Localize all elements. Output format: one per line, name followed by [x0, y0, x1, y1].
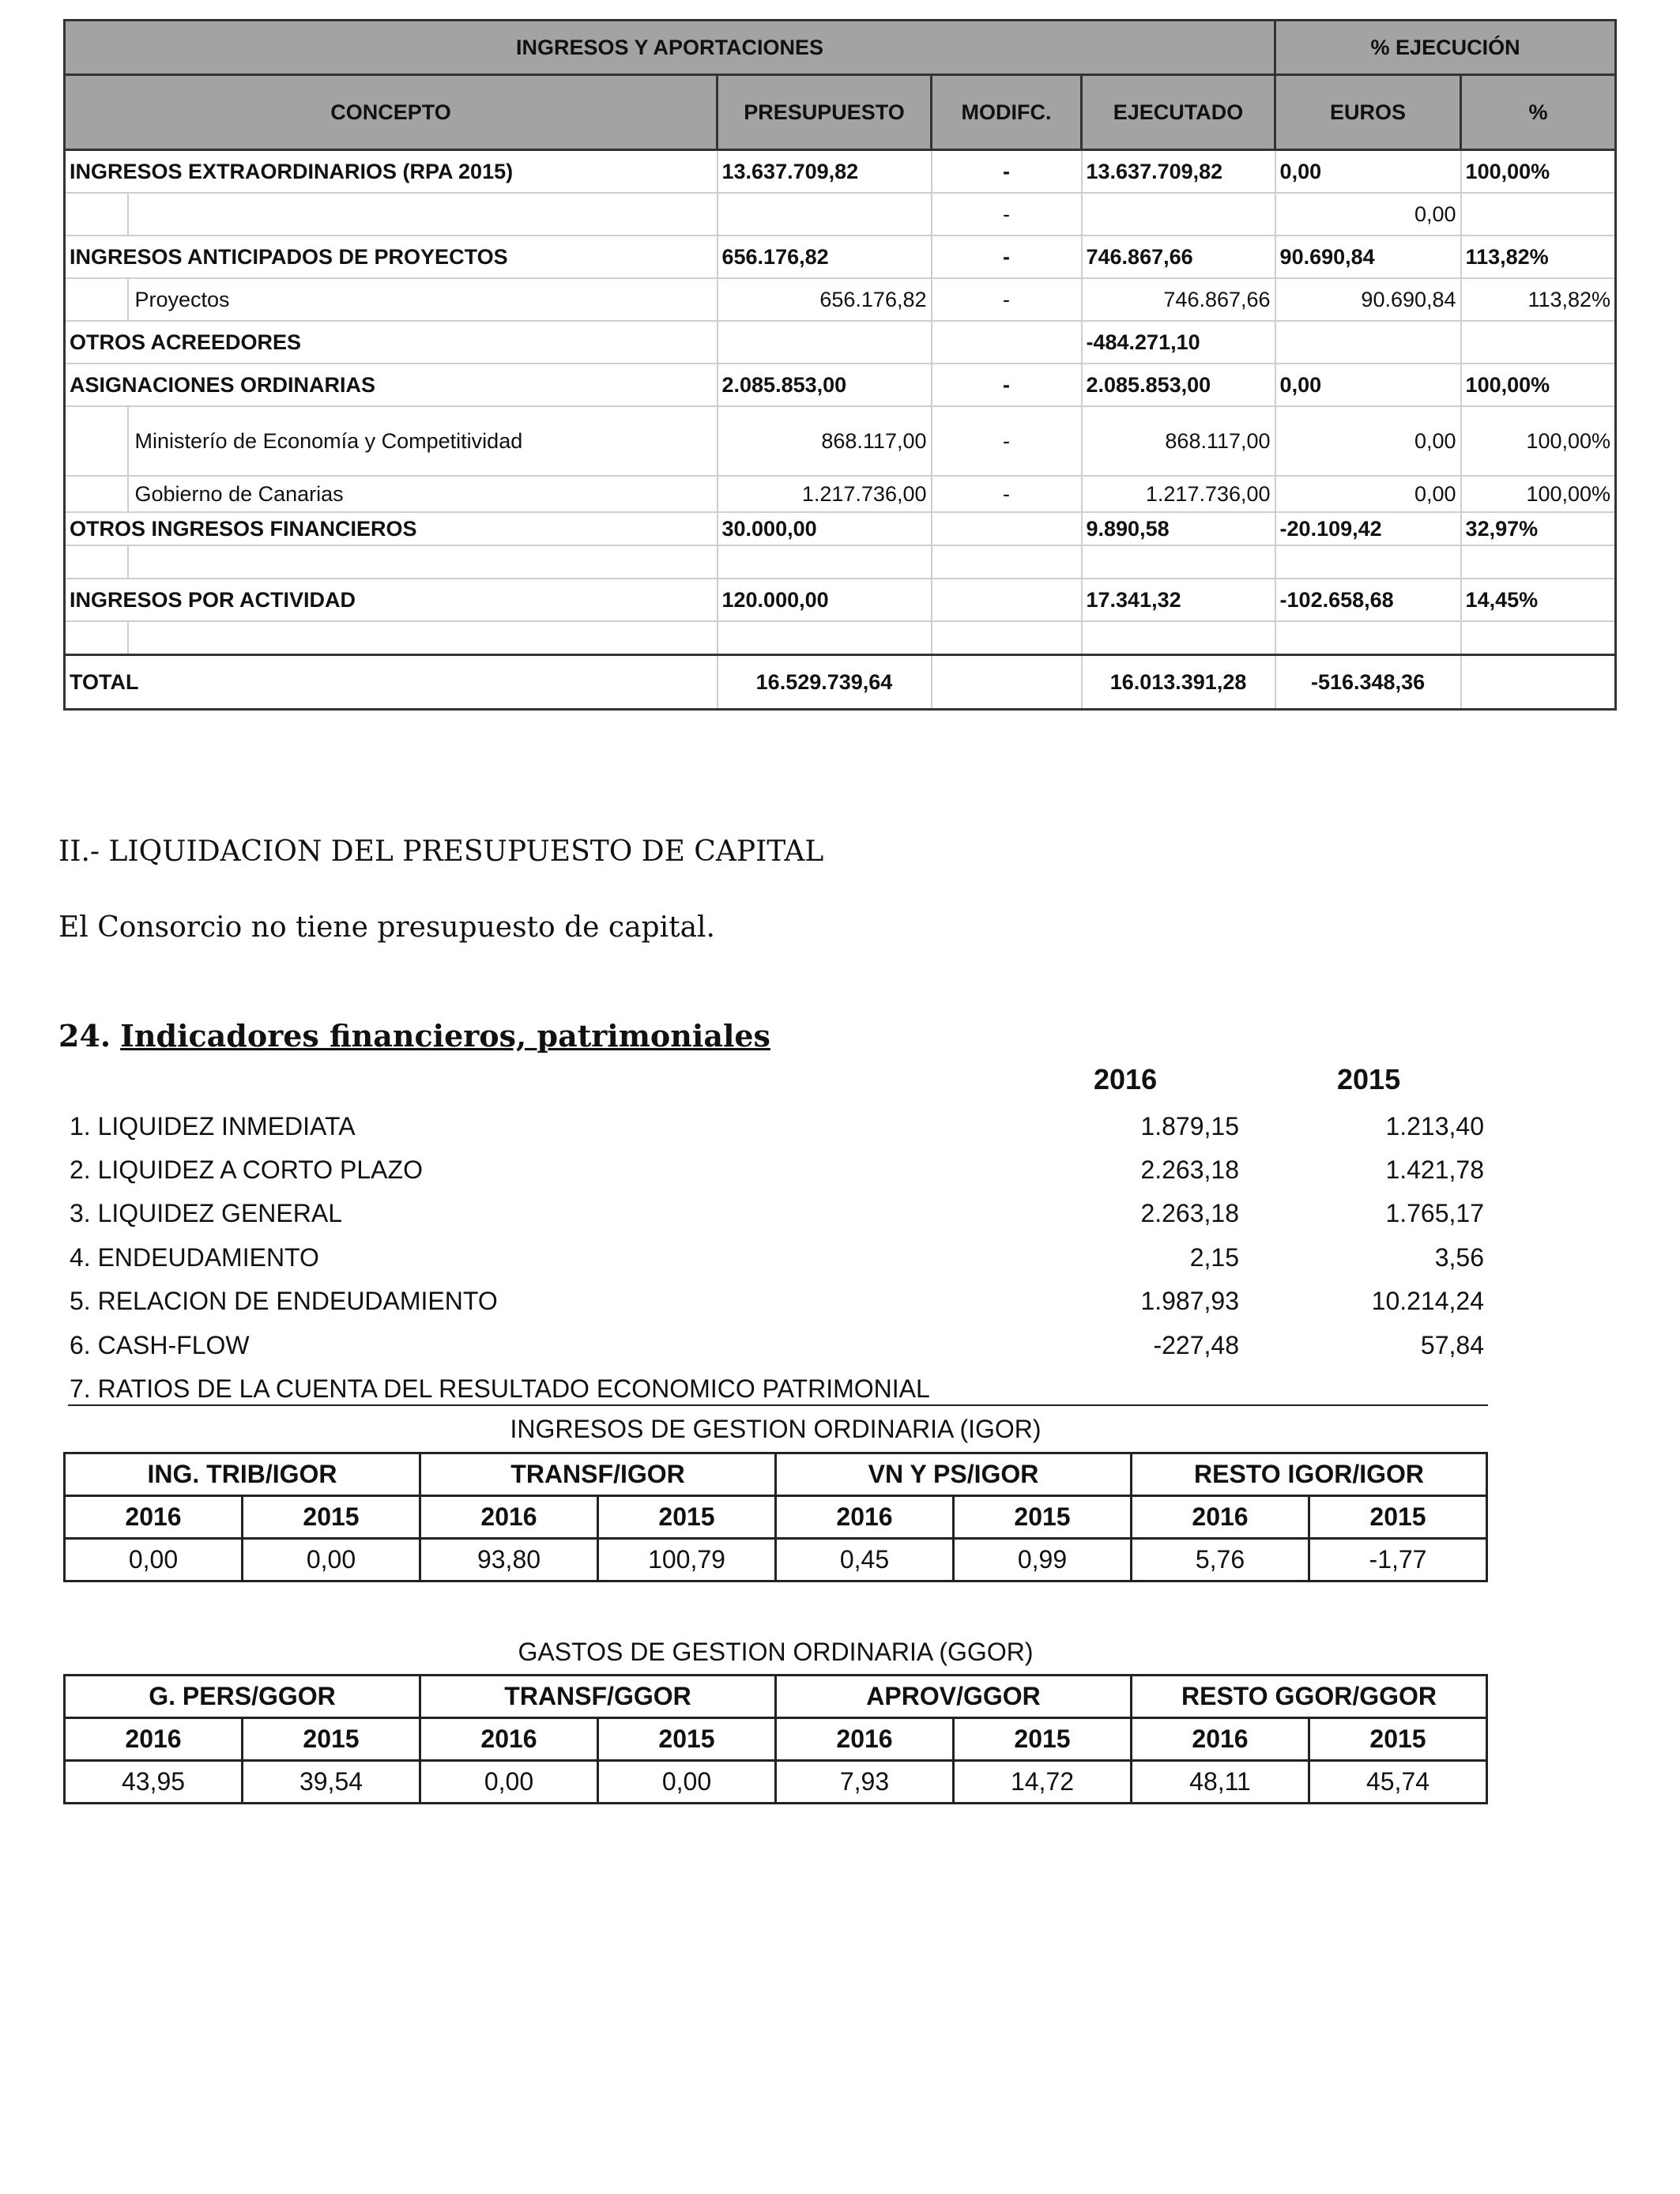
indicator-label: 7. RATIOS DE LA CUENTA DEL RESULTADO ECONOMICO PATRIMONIAL [70, 1374, 930, 1403]
table-row [65, 236, 1616, 278]
year-cell: 2016 [420, 1718, 598, 1761]
ggor-group-header: APROV/GGOR [776, 1676, 1132, 1718]
igor-group-header: ING. TRIB/IGOR [65, 1453, 420, 1496]
cell-empty [128, 545, 718, 579]
section-heading-capital: II.- LIQUIDACION DEL PRESUPUESTO DE CAPITAL [58, 835, 824, 868]
indicator-row [70, 1374, 1484, 1417]
cell-concepto: ASIGNACIONES ORDINARIAS [65, 364, 718, 406]
table-total-row [65, 655, 1616, 710]
cell-empty [1461, 621, 1616, 655]
value-cell: 43,95 [65, 1761, 243, 1804]
value-cell: 48,11 [1132, 1761, 1309, 1804]
cell-concepto: OTROS INGRESOS FINANCIEROS [65, 512, 718, 545]
cell-indent [65, 406, 128, 476]
indicator-label: 6. CASH-FLOW [70, 1331, 250, 1359]
table-row [65, 321, 1616, 364]
col-concepto: CONCEPTO [65, 75, 718, 150]
divider-line [68, 1404, 1488, 1406]
cell-presupuesto: 868.117,00 [718, 406, 932, 476]
igor-group-header-row [65, 1453, 1487, 1496]
year-header-2016: 2016 [1094, 1063, 1158, 1095]
year-cell: 2015 [954, 1496, 1132, 1539]
cell-concepto: Proyectos [128, 278, 718, 321]
year-cell: 2015 [954, 1718, 1132, 1761]
value-cell: 0,00 [598, 1761, 776, 1804]
cell-pct: 113,82% [1461, 278, 1616, 321]
cell-pct: 100,00% [1461, 150, 1616, 194]
cell-presupuesto: 2.085.853,00 [718, 364, 932, 406]
cell-modif [932, 512, 1082, 545]
ggor-year-row [65, 1718, 1487, 1761]
indicator-value-2016: -227,48 [1153, 1331, 1239, 1359]
ggor-group-header-row [65, 1676, 1487, 1718]
indicator-row [70, 1155, 1484, 1198]
table-row-empty [65, 545, 1616, 579]
cell-total-pct [1461, 655, 1616, 710]
cell-euros: 90.690,84 [1275, 236, 1461, 278]
cell-empty [1275, 545, 1461, 579]
indicator-value-2015: 1.213,40 [1385, 1112, 1484, 1140]
col-presupuesto: PRESUPUESTO [718, 75, 932, 150]
year-cell: 2016 [65, 1718, 243, 1761]
indicator-label: 2. LIQUIDEZ A CORTO PLAZO [70, 1155, 423, 1184]
indicator-value-2015: 3,56 [1434, 1243, 1484, 1272]
year-cell: 2015 [243, 1718, 420, 1761]
cell-indent [65, 278, 128, 321]
cell-ejecutado: 746.867,66 [1082, 278, 1275, 321]
indicator-value-2015: 1.421,78 [1385, 1155, 1484, 1184]
cell-empty [1082, 545, 1275, 579]
cell-presupuesto: 30.000,00 [718, 512, 932, 545]
table-row [65, 278, 1616, 321]
year-cell: 2016 [420, 1496, 598, 1539]
cell-modif: - [932, 193, 1082, 236]
ggor-group-header: TRANSF/GGOR [420, 1676, 776, 1718]
igor-group-header: TRANSF/IGOR [420, 1453, 776, 1496]
igor-value-row [65, 1539, 1487, 1581]
cell-total-ejecutado: 16.013.391,28 [1082, 655, 1275, 710]
cell-presupuesto: 656.176,82 [718, 236, 932, 278]
cell-ejecutado: 868.117,00 [1082, 406, 1275, 476]
igor-year-row [65, 1496, 1487, 1539]
cell-modif: - [932, 476, 1082, 512]
table-row [65, 512, 1616, 545]
ggor-value-row [65, 1761, 1487, 1804]
value-cell: 45,74 [1309, 1761, 1487, 1804]
value-cell: 14,72 [954, 1761, 1132, 1804]
value-cell: 0,00 [243, 1539, 420, 1581]
indicator-row [70, 1199, 1484, 1242]
cell-ejecutado: 746.867,66 [1082, 236, 1275, 278]
cell-pct: 100,00% [1461, 364, 1616, 406]
indicator-value-2016: 1.987,93 [1140, 1287, 1239, 1315]
col-ejecutado: EJECUTADO [1082, 75, 1275, 150]
cell-empty [932, 545, 1082, 579]
ggor-group-header: G. PERS/GGOR [65, 1676, 420, 1718]
year-cell: 2016 [1132, 1496, 1309, 1539]
indicator-label: 1. LIQUIDEZ INMEDIATA [70, 1112, 356, 1140]
indicator-label: 4. ENDEUDAMIENTO [70, 1243, 319, 1272]
cell-ejecutado: 9.890,58 [1082, 512, 1275, 545]
header-ejecucion: % EJECUCIÓN [1275, 21, 1616, 75]
cell-modif: - [932, 406, 1082, 476]
value-cell: 7,93 [776, 1761, 954, 1804]
cell-concepto: Gobierno de Canarias [128, 476, 718, 512]
cell-empty [718, 545, 932, 579]
cell-euros: -102.658,68 [1275, 579, 1461, 621]
cell-modif [932, 579, 1082, 621]
ggor-table [63, 1674, 1488, 1804]
ggor-title: GASTOS DE GESTION ORDINARIA (GGOR) [518, 1638, 1034, 1666]
cell-pct: 100,00% [1461, 406, 1616, 476]
cell-total-modif [932, 655, 1082, 710]
table-row [65, 579, 1616, 621]
value-cell: 0,00 [65, 1539, 243, 1581]
cell-pct [1461, 321, 1616, 364]
value-cell: 0,45 [776, 1539, 954, 1581]
header-ingresos-aportaciones: INGRESOS Y APORTACIONES [65, 21, 1275, 75]
igor-group-header: RESTO IGOR/IGOR [1132, 1453, 1487, 1496]
section-heading-indicadores [58, 1018, 770, 1054]
col-pct: % [1461, 75, 1616, 150]
year-cell: 2016 [65, 1496, 243, 1539]
cell-empty [718, 621, 932, 655]
cell-presupuesto [718, 321, 932, 364]
indicator-row [70, 1112, 1484, 1155]
col-euros: EUROS [1275, 75, 1461, 150]
cell-euros: 0,00 [1275, 364, 1461, 406]
cell-ejecutado: 13.637.709,82 [1082, 150, 1275, 194]
table-row [65, 364, 1616, 406]
year-cell: 2015 [598, 1496, 776, 1539]
cell-euros: 0,00 [1275, 150, 1461, 194]
value-cell: -1,77 [1309, 1539, 1487, 1581]
value-cell: 0,99 [954, 1539, 1132, 1581]
cell-presupuesto: 1.217.736,00 [718, 476, 932, 512]
cell-euros: 0,00 [1275, 193, 1461, 236]
value-cell: 39,54 [243, 1761, 420, 1804]
indicator-value-2015: 57,84 [1420, 1331, 1484, 1359]
cell-euros: -20.109,42 [1275, 512, 1461, 545]
cell-ejecutado: 17.341,32 [1082, 579, 1275, 621]
cell-total-presupuesto: 16.529.739,64 [718, 655, 932, 710]
cell-presupuesto [718, 193, 932, 236]
year-cell: 2016 [776, 1496, 954, 1539]
indicator-label: 5. RELACION DE ENDEUDAMIENTO [70, 1287, 498, 1315]
indicator-label: 3. LIQUIDEZ GENERAL [70, 1199, 342, 1227]
value-cell: 5,76 [1132, 1539, 1309, 1581]
igor-table [63, 1452, 1488, 1582]
col-modifc: MODIFC. [932, 75, 1082, 150]
cell-pct: 32,97% [1461, 512, 1616, 545]
value-cell: 100,79 [598, 1539, 776, 1581]
cell-ejecutado: 1.217.736,00 [1082, 476, 1275, 512]
year-header-2015: 2015 [1337, 1063, 1401, 1095]
cell-empty [1082, 621, 1275, 655]
cell-empty [1275, 621, 1461, 655]
cell-concepto: Ministerío de Economía y Competitividad [128, 406, 718, 476]
year-cell: 2015 [243, 1496, 420, 1539]
cell-indent [65, 545, 128, 579]
cell-modif: - [932, 150, 1082, 194]
year-cell: 2015 [1309, 1718, 1487, 1761]
year-cell: 2015 [598, 1718, 776, 1761]
table-row-empty [65, 621, 1616, 655]
year-cell: 2016 [1132, 1718, 1309, 1761]
cell-euros [1275, 321, 1461, 364]
table-row [65, 150, 1616, 194]
cell-total-euros: -516.348,36 [1275, 655, 1461, 710]
indicator-value-2016: 2.263,18 [1140, 1199, 1239, 1227]
cell-concepto: INGRESOS EXTRAORDINARIOS (RPA 2015) [65, 150, 718, 194]
cell-empty [932, 621, 1082, 655]
cell-ejecutado: 2.085.853,00 [1082, 364, 1275, 406]
indicator-value-2016: 2,15 [1189, 1243, 1239, 1272]
cell-total-label: TOTAL [65, 655, 718, 710]
ggor-group-header: RESTO GGOR/GGOR [1132, 1676, 1487, 1718]
indicator-value-2016: 1.879,15 [1140, 1112, 1239, 1140]
indicator-value-2016: 2.263,18 [1140, 1155, 1239, 1184]
cell-modif [932, 321, 1082, 364]
ingresos-table [63, 19, 1617, 711]
indicator-row [70, 1243, 1484, 1286]
value-cell: 93,80 [420, 1539, 598, 1581]
cell-modif: - [932, 364, 1082, 406]
cell-concepto: INGRESOS ANTICIPADOS DE PROYECTOS [65, 236, 718, 278]
table-row [65, 406, 1616, 476]
indicator-row [70, 1287, 1484, 1329]
cell-presupuesto: 120.000,00 [718, 579, 932, 621]
cell-modif: - [932, 278, 1082, 321]
year-cell: 2015 [1309, 1496, 1487, 1539]
table-column-header-row [65, 75, 1616, 150]
cell-indent [65, 193, 128, 236]
igor-title: INGRESOS DE GESTION ORDINARIA (IGOR) [510, 1415, 1042, 1443]
section-paragraph-capital: El Consorcio no tiene presupuesto de capital. [58, 911, 715, 944]
section-title: Indicadores financieros, patrimoniales [120, 1018, 770, 1054]
table-row [65, 193, 1616, 236]
igor-group-header: VN Y PS/IGOR [776, 1453, 1132, 1496]
cell-concepto: OTROS ACREEDORES [65, 321, 718, 364]
year-cell: 2016 [776, 1718, 954, 1761]
table-row [65, 476, 1616, 512]
cell-presupuesto: 13.637.709,82 [718, 150, 932, 194]
cell-empty [1461, 545, 1616, 579]
cell-euros: 0,00 [1275, 476, 1461, 512]
cell-indent [65, 476, 128, 512]
cell-euros: 90.690,84 [1275, 278, 1461, 321]
cell-presupuesto: 656.176,82 [718, 278, 932, 321]
cell-pct: 100,00% [1461, 476, 1616, 512]
value-cell: 0,00 [420, 1761, 598, 1804]
cell-pct [1461, 193, 1616, 236]
cell-indent [65, 621, 128, 655]
cell-ejecutado: -484.271,10 [1082, 321, 1275, 364]
indicator-value-2015: 1.765,17 [1385, 1199, 1484, 1227]
cell-modif: - [932, 236, 1082, 278]
cell-concepto [128, 193, 718, 236]
table-header-row [65, 21, 1616, 75]
cell-concepto: INGRESOS POR ACTIVIDAD [65, 579, 718, 621]
cell-pct: 113,82% [1461, 236, 1616, 278]
indicator-value-2015: 10.214,24 [1371, 1287, 1484, 1315]
indicator-row [70, 1331, 1484, 1374]
cell-empty [128, 621, 718, 655]
cell-pct: 14,45% [1461, 579, 1616, 621]
cell-ejecutado [1082, 193, 1275, 236]
cell-euros: 0,00 [1275, 406, 1461, 476]
section-number: 24. [58, 1018, 111, 1054]
